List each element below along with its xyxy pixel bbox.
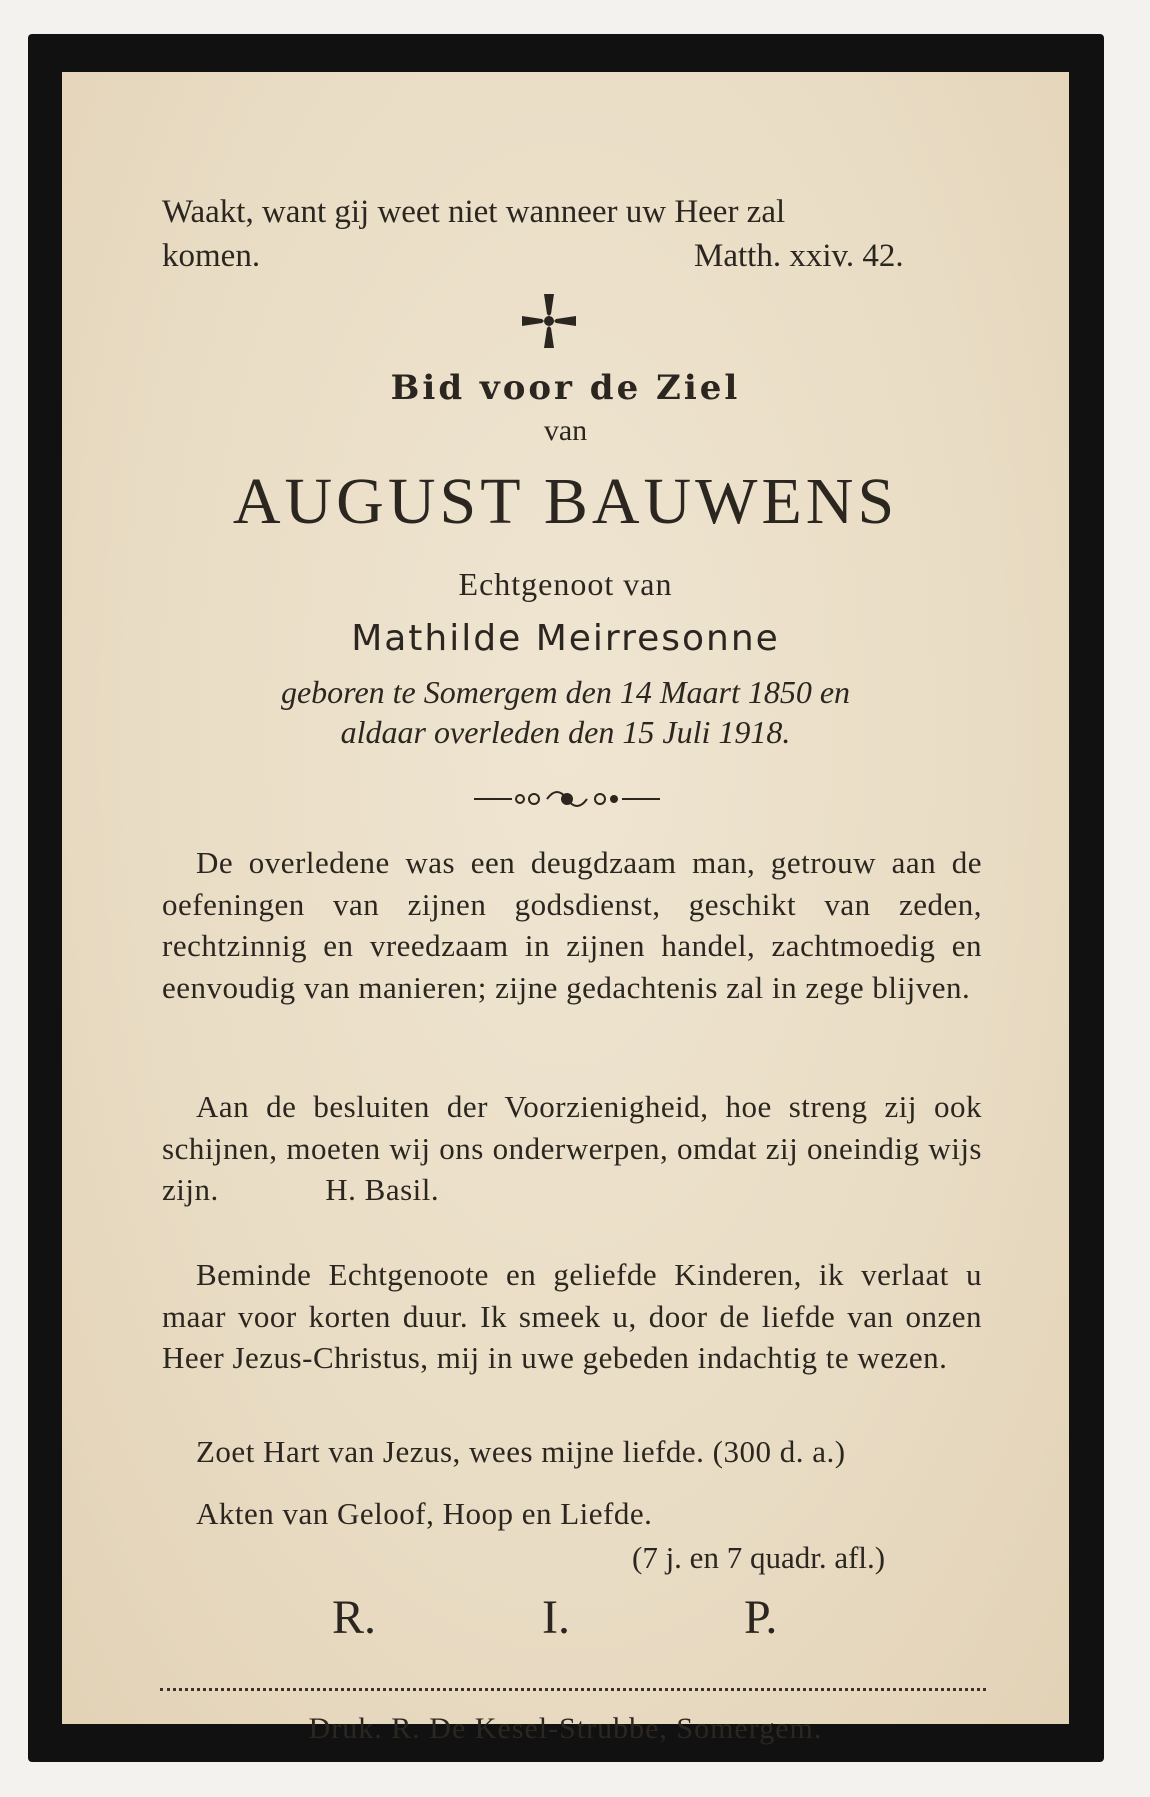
dotted-divider (160, 1688, 986, 1691)
birth-line: geboren te Somergem den 14 Maart 1850 en (280, 674, 851, 710)
epigraph-line1: Waakt, want gij weet niet wanneer uw Heer zal (162, 194, 786, 230)
epigraph-reference: Matth. xxiv. 42. (694, 238, 904, 274)
rip-p: P. (744, 1591, 778, 1644)
paragraph-virtues: De overledene was een deugdzaam man, getrouw aan de oefeningen van zijnen godsdienst, geschikt van zeden, rechtzinnig en vreedzaam in zijnen handel, zachtmoedig en eenvoudig van manieren; zijne gedachtenis zal in zege blijven. (162, 845, 982, 1005)
ornament-divider-icon (472, 784, 662, 814)
paragraph-providence-text: Aan de besluiten der Voorzienigheid, hoe streng zij ook schijnen, moeten wij ons onderwerpen, omdat zij oneindig wijs zijn. (162, 1089, 982, 1207)
paragraph-farewell: Beminde Echtgenoote en geliefde Kinderen, ik verlaat u maar voor korten duur. Ik smeek u, door de liefde van onzen Heer Jezus-Christus, mij in uwe gebeden indachtig te wezen. (162, 1257, 982, 1375)
paragraph-providence (162, 1086, 982, 1211)
cross-icon (520, 292, 578, 350)
heading-van: van (543, 414, 588, 447)
prayer-acts: Akten van Geloof, Hoop en Liefde. (196, 1496, 653, 1531)
memorial-card-border (28, 34, 1104, 1762)
rip-initials (62, 1590, 1069, 1650)
paragraph-providence-source: H. Basil. (325, 1172, 440, 1207)
rip-i: I. (542, 1591, 570, 1644)
prayer-sacred-heart: Zoet Hart van Jezus, wees mijne liefde. (300 d. a.) (196, 1434, 846, 1469)
spouse-name: Mathilde Meirresonne (351, 618, 780, 659)
death-line: aldaar overleden den 15 Juli 1918. (340, 714, 791, 750)
memorial-card-paper (62, 72, 1069, 1745)
rip-r: R. (332, 1591, 377, 1644)
epigraph-line2: komen. (162, 238, 261, 274)
prayer-heading: Bid voor de Ziel (390, 368, 741, 408)
printer-credit: Druk. R. De Kesel-Strubbe, Somergem. (308, 1712, 823, 1745)
indulgence-note: (7 j. en 7 quadr. afl.) (632, 1540, 886, 1575)
deceased-name: AUGUST BAUWENS (232, 465, 899, 538)
spouse-label: Echtgenoot van (458, 566, 673, 602)
